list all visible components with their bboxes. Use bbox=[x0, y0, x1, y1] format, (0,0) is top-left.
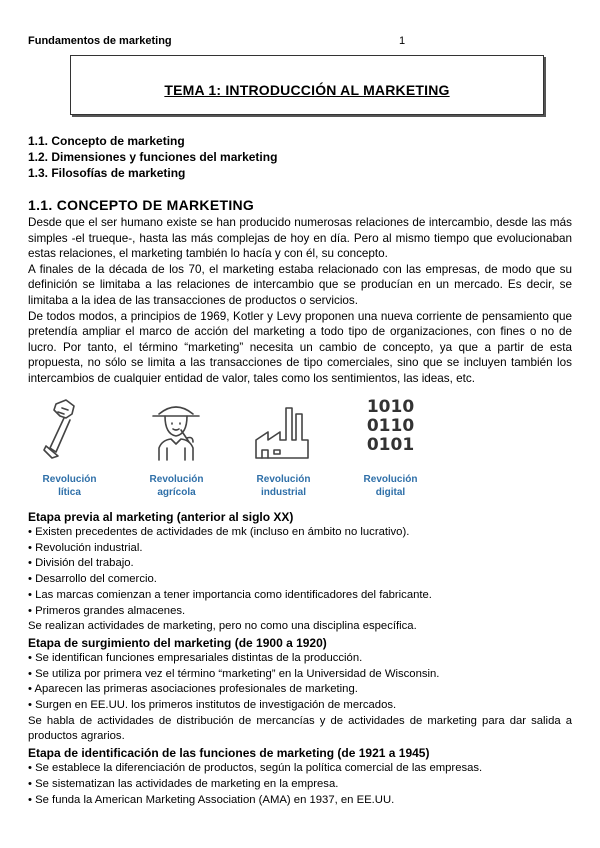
section-heading: 1.1. CONCEPTO DE MARKETING bbox=[28, 197, 255, 213]
list-item: • Revolución industrial. bbox=[28, 541, 572, 557]
section-body bbox=[28, 215, 572, 387]
revolution-agricultural bbox=[129, 396, 224, 501]
stage-heading: Etapa de surgimiento del marketing (de 1900 a 1920) bbox=[28, 635, 327, 650]
factory-icon bbox=[236, 396, 331, 471]
list-item: • Aparecen las primeras asociaciones profesionales de marketing. bbox=[28, 682, 572, 698]
stage-note: Se realizan actividades de marketing, pero no como una disciplina específica. bbox=[28, 620, 417, 633]
list-item: • División del trabajo. bbox=[28, 556, 572, 572]
page-header bbox=[28, 35, 573, 47]
list-item: • Primeros grandes almacenes. bbox=[28, 604, 572, 620]
revolution-lithic bbox=[22, 396, 117, 501]
stage-heading: Etapa de identificación de las funciones de marketing (de 1921 a 1945) bbox=[28, 746, 430, 761]
list-item: • Se identifican funciones empresariales distintas de la producción. bbox=[28, 651, 572, 667]
table-of-contents bbox=[28, 133, 277, 181]
list-item: • Existen precedentes de actividades de mk (incluso en ámbito no lucrativo). bbox=[28, 525, 572, 541]
revolution-industrial bbox=[236, 396, 331, 501]
list-item: • Se utiliza por primera vez el término “marketing” en la Universidad de Wisconsin. bbox=[28, 667, 572, 683]
revolution-caption: Revolución digital bbox=[363, 474, 418, 498]
stage-list bbox=[28, 525, 572, 619]
revolutions-figure bbox=[22, 396, 442, 501]
paragraph: A finales de la década de los 70, el marketing estaba relacionado con las empresas, de modo que su definición se limitaba a las relaciones de intercambio que se producían en un mercado. Es decir, se limitaba a la idea de las transacciones de productos o servicios. bbox=[28, 262, 572, 307]
paragraph: Desde que el ser humano existe se han producido numerosas relaciones de intercambio, desde las más simples -el trueque-, hasta las más complejas de hoy en día. Pero al mismo tiempo que evolucionaban estas relaciones, el marketing también lo hacía y con él, su concepto. bbox=[28, 216, 572, 261]
title-box bbox=[70, 55, 544, 115]
stage-list bbox=[28, 761, 572, 808]
list-item: • Se sistematizan las actividades de marketing en la empresa. bbox=[28, 777, 572, 793]
list-item: • Surgen en EE.UU. los primeros institutos de investigación de mercados. bbox=[28, 698, 572, 714]
list-item: • Se establece la diferenciación de productos, según la política comercial de las empresas. bbox=[28, 761, 572, 777]
page-number: 1 bbox=[399, 35, 406, 47]
stone-axe-icon bbox=[22, 396, 117, 471]
header-title: Fundamentos de marketing bbox=[28, 35, 172, 47]
toc-item: 1.3. Filosofías de marketing bbox=[28, 166, 186, 180]
stage-note: Se habla de actividades de distribución de mercancías y de actividades de marketing para dar salida a productos agrarios. bbox=[28, 714, 572, 743]
revolution-digital bbox=[343, 396, 438, 501]
revolution-caption: Revolución industrial bbox=[256, 474, 311, 498]
revolution-caption: Revolución lítica bbox=[42, 474, 97, 498]
toc-item: 1.2. Dimensiones y funciones del marketing bbox=[28, 150, 278, 164]
paragraph: De todos modos, a principios de 1969, Kotler y Levy proponen una nueva corriente de pensamiento que pretendía ampliar el marco de acción del marketing a todo tipo de organizaciones, con fines o no de lucro. Por tanto, el término “marketing” necesita un cambio de concepto, ya que a partir de esta propuesta, no sólo se limita a las transacciones de tipo comerciales, sino que se incluyen también los intercambios de cualquier entidad de valor, tales como los sentimientos, las ideas, etc. bbox=[28, 309, 572, 385]
list-item: • Las marcas comienzan a tener importancia como identificadores del fabricante. bbox=[28, 588, 572, 604]
toc-item: 1.1. Concepto de marketing bbox=[28, 134, 185, 148]
farmer-icon bbox=[129, 396, 224, 471]
list-item: • Desarrollo del comercio. bbox=[28, 572, 572, 588]
revolution-caption: Revolución agrícola bbox=[149, 474, 204, 498]
binary-code-icon: 1010 0110 0101 bbox=[366, 397, 415, 455]
document-title: TEMA 1: INTRODUCCIÓN AL MARKETING bbox=[164, 82, 450, 98]
marketing-stages bbox=[28, 509, 572, 808]
stage-list bbox=[28, 651, 572, 714]
list-item: • Se funda la American Marketing Association (AMA) en 1937, en EE.UU. bbox=[28, 793, 572, 809]
stage-heading: Etapa previa al marketing (anterior al siglo XX) bbox=[28, 510, 294, 524]
